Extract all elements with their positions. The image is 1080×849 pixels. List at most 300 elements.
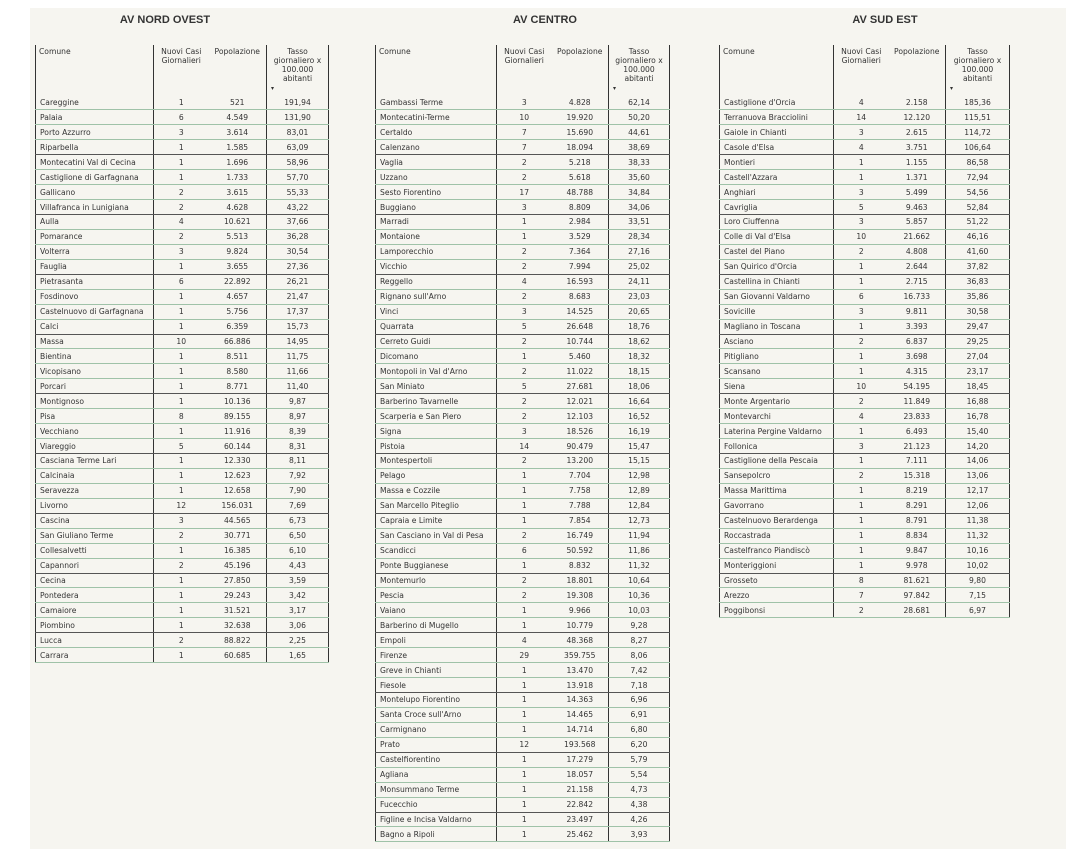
table-row (36, 468, 329, 483)
table-row (376, 618, 670, 633)
header-comune[interactable] (36, 45, 154, 95)
cell-comune: Cascina (36, 513, 154, 528)
table-row (376, 95, 670, 110)
cell-nuovi: 3 (834, 185, 889, 200)
cell-tasso: 8,06 (609, 648, 670, 663)
cell-comune: Pistoia (376, 439, 497, 454)
header-popolazione[interactable] (552, 45, 609, 95)
cell-comune: Villafranca in Lunigiana (36, 200, 154, 215)
cell-nuovi: 3 (497, 304, 552, 319)
cell-popolazione: 16.749 (552, 528, 609, 543)
cell-tasso: 10,16 (946, 543, 1010, 558)
cell-nuovi: 2 (154, 185, 209, 200)
cell-nuovi: 1 (834, 274, 889, 289)
cell-tasso: 10,36 (609, 588, 670, 603)
table-row (376, 573, 670, 588)
cell-popolazione: 3.698 (889, 349, 946, 364)
cell-comune: Fauglia (36, 259, 154, 274)
cell-nuovi: 1 (154, 468, 209, 483)
cell-nuovi: 1 (154, 379, 209, 394)
table-row (376, 215, 670, 230)
cell-nuovi: 8 (154, 409, 209, 424)
header-nuovi[interactable] (154, 45, 209, 95)
cell-comune: Rignano sull'Arno (376, 289, 497, 304)
cell-nuovi: 1 (497, 618, 552, 633)
cell-popolazione: 7.758 (552, 483, 609, 498)
cell-tasso: 3,17 (267, 603, 329, 618)
cell-comune: Pelago (376, 468, 497, 483)
cell-comune: Scandicci (376, 543, 497, 558)
cell-tasso: 10,02 (946, 558, 1010, 573)
cell-tasso: 5,54 (609, 767, 670, 782)
cell-nuovi: 1 (154, 588, 209, 603)
header-comune[interactable] (376, 45, 497, 95)
cell-tasso: 7,42 (609, 663, 670, 678)
cell-nuovi: 4 (497, 274, 552, 289)
table-row (36, 558, 329, 573)
cell-comune: Castelnuovo di Garfagnana (36, 304, 154, 319)
cell-comune: Vicopisano (36, 364, 154, 379)
table-row (720, 110, 1010, 125)
cell-tasso: 3,59 (267, 573, 329, 588)
cell-popolazione: 23.497 (552, 812, 609, 827)
header-nuovi-label: Nuovi Casi Giornalieri (841, 47, 882, 65)
table-row (376, 170, 670, 185)
cell-comune: Reggello (376, 274, 497, 289)
cell-popolazione: 1.733 (209, 170, 267, 185)
cell-popolazione: 21.662 (889, 229, 946, 244)
table-row (720, 573, 1010, 588)
cell-popolazione: 32.638 (209, 618, 267, 633)
cell-nuovi: 2 (834, 244, 889, 259)
cell-tasso: 30,54 (267, 244, 329, 259)
table-row (376, 110, 670, 125)
cell-popolazione: 10.621 (209, 215, 267, 230)
table-row (376, 528, 670, 543)
header-comune-label: Comune (723, 47, 755, 56)
cell-popolazione: 14.465 (552, 707, 609, 722)
cell-popolazione: 11.916 (209, 424, 267, 439)
cell-comune: Marradi (376, 215, 497, 230)
cell-nuovi: 1 (834, 364, 889, 379)
cell-nuovi: 1 (497, 513, 552, 528)
table-row (376, 468, 670, 483)
cell-tasso: 18,32 (609, 349, 670, 364)
cell-tasso: 12,06 (946, 498, 1010, 513)
cell-popolazione: 4.549 (209, 110, 267, 125)
cell-tasso: 12,17 (946, 483, 1010, 498)
cell-comune: Castiglione d'Orcia (720, 95, 834, 110)
cell-tasso: 6,96 (609, 693, 670, 708)
cell-tasso: 26,21 (267, 274, 329, 289)
cell-comune: Gallicano (36, 185, 154, 200)
table-row (36, 155, 329, 170)
table-row (376, 663, 670, 678)
cell-tasso: 131,90 (267, 110, 329, 125)
cell-tasso: 16,78 (946, 409, 1010, 424)
cell-tasso: 15,73 (267, 319, 329, 334)
header-comune-label: Comune (39, 47, 71, 56)
cell-popolazione: 14.714 (552, 722, 609, 737)
cell-comune: Aulla (36, 215, 154, 230)
cell-nuovi: 1 (497, 498, 552, 513)
cell-comune: Figline e Incisa Valdarno (376, 812, 497, 827)
section-title: AV NORD OVEST (119, 14, 211, 26)
cell-comune: Pitigliano (720, 349, 834, 364)
header-nuovi[interactable] (834, 45, 889, 95)
table-row (720, 603, 1010, 618)
table-row (36, 200, 329, 215)
cell-comune: Greve in Chianti (376, 663, 497, 678)
cell-popolazione: 27.681 (552, 379, 609, 394)
cell-nuovi: 2 (497, 394, 552, 409)
table-row (376, 707, 670, 722)
cell-popolazione: 3.529 (552, 229, 609, 244)
table-row (376, 244, 670, 259)
cell-nuovi: 2 (497, 259, 552, 274)
cell-popolazione: 5.460 (552, 349, 609, 364)
cell-comune: Buggiano (376, 200, 497, 215)
cell-tasso: 33,51 (609, 215, 670, 230)
cell-comune: Massa (36, 334, 154, 349)
cell-nuovi: 12 (497, 737, 552, 752)
cell-popolazione: 2.158 (889, 95, 946, 110)
header-tasso-label: Tasso giornaliero x 100.000 abitanti (615, 47, 663, 83)
cell-nuovi: 7 (834, 588, 889, 603)
cell-nuovi: 2 (834, 394, 889, 409)
cases-table (35, 45, 329, 663)
cell-tasso: 8,97 (267, 409, 329, 424)
header-nuovi-label: Nuovi Casi Giornalieri (504, 47, 545, 65)
cell-popolazione: 21.158 (552, 782, 609, 797)
table-row (376, 513, 670, 528)
cell-comune: Carrara (36, 648, 154, 663)
cell-popolazione: 26.648 (552, 319, 609, 334)
table-row (376, 200, 670, 215)
cell-nuovi: 3 (154, 244, 209, 259)
table-row (720, 170, 1010, 185)
cell-popolazione: 5.618 (552, 170, 609, 185)
table-row (376, 424, 670, 439)
table-row (720, 125, 1010, 140)
cell-nuovi: 2 (497, 244, 552, 259)
cell-popolazione: 5.857 (889, 215, 946, 230)
cell-nuovi: 1 (154, 424, 209, 439)
cell-tasso: 17,37 (267, 304, 329, 319)
cell-popolazione: 89.155 (209, 409, 267, 424)
cell-comune: Vicchio (376, 259, 497, 274)
cell-popolazione: 9.847 (889, 543, 946, 558)
cell-popolazione: 5.218 (552, 155, 609, 170)
header-tasso[interactable] (609, 45, 670, 95)
cell-popolazione: 45.196 (209, 558, 267, 573)
cell-comune: San Marcello Piteglio (376, 498, 497, 513)
cell-tasso: 9,87 (267, 394, 329, 409)
cell-tasso: 9,28 (609, 618, 670, 633)
table-row (376, 439, 670, 454)
cell-tasso: 27,36 (267, 259, 329, 274)
header-popolazione[interactable] (889, 45, 946, 95)
cell-nuovi: 1 (497, 349, 552, 364)
cell-tasso: 30,58 (946, 304, 1010, 319)
cell-tasso: 18,62 (609, 334, 670, 349)
cell-popolazione: 12.623 (209, 468, 267, 483)
cell-popolazione: 6.359 (209, 319, 267, 334)
cell-nuovi: 1 (497, 558, 552, 573)
cell-tasso: 9,80 (946, 573, 1010, 588)
cell-comune: Monteriggioni (720, 558, 834, 573)
cell-popolazione: 2.644 (889, 259, 946, 274)
cell-nuovi: 1 (834, 498, 889, 513)
cell-nuovi: 1 (154, 259, 209, 274)
cell-popolazione: 12.658 (209, 483, 267, 498)
cell-tasso: 29,25 (946, 334, 1010, 349)
cell-comune: Agliana (376, 767, 497, 782)
table-row (376, 334, 670, 349)
table-row (376, 797, 670, 812)
cell-tasso: 28,34 (609, 229, 670, 244)
cell-comune: Certaldo (376, 125, 497, 140)
table-row (376, 543, 670, 558)
cell-comune: Castiglione di Garfagnana (36, 170, 154, 185)
header-tasso[interactable] (267, 45, 329, 95)
cell-tasso: 11,66 (267, 364, 329, 379)
cell-popolazione: 18.057 (552, 767, 609, 782)
cell-comune: Laterina Pergine Valdarno (720, 424, 834, 439)
cell-nuovi: 1 (154, 95, 209, 110)
table-row (36, 170, 329, 185)
cell-popolazione: 5.513 (209, 229, 267, 244)
table-row (720, 424, 1010, 439)
cell-comune: Gambassi Terme (376, 95, 497, 110)
cell-comune: Castiglione della Pescaia (720, 454, 834, 469)
cell-comune: Camaiore (36, 603, 154, 618)
cell-comune: Montieri (720, 155, 834, 170)
cell-nuovi: 10 (834, 229, 889, 244)
cell-popolazione: 9.463 (889, 200, 946, 215)
cell-nuovi: 6 (154, 110, 209, 125)
cell-tasso: 8,39 (267, 424, 329, 439)
cell-tasso: 11,38 (946, 513, 1010, 528)
cell-nuovi: 3 (834, 215, 889, 230)
cell-nuovi: 14 (497, 439, 552, 454)
header-tasso[interactable] (946, 45, 1010, 95)
cell-nuovi: 1 (154, 648, 209, 663)
cell-comune: Casole d'Elsa (720, 140, 834, 155)
cell-nuovi: 3 (834, 125, 889, 140)
cell-popolazione: 18.094 (552, 140, 609, 155)
table-row (36, 364, 329, 379)
table-row (36, 454, 329, 469)
cell-tasso: 18,15 (609, 364, 670, 379)
cell-nuovi: 1 (497, 215, 552, 230)
table-row (376, 827, 670, 842)
cell-nuovi: 2 (834, 468, 889, 483)
table-row (36, 603, 329, 618)
cell-comune: Scarperia e San Piero (376, 409, 497, 424)
table-row (720, 498, 1010, 513)
cell-popolazione: 7.364 (552, 244, 609, 259)
cell-nuovi: 2 (154, 558, 209, 573)
cell-nuovi: 1 (497, 693, 552, 708)
cell-tasso: 12,98 (609, 468, 670, 483)
cell-tasso: 41,60 (946, 244, 1010, 259)
cell-comune: Porto Azzurro (36, 125, 154, 140)
cell-popolazione: 50.592 (552, 543, 609, 558)
table-row (720, 259, 1010, 274)
cell-popolazione: 22.842 (552, 797, 609, 812)
cell-comune: Carmignano (376, 722, 497, 737)
cell-nuovi: 1 (154, 603, 209, 618)
table-row (376, 648, 670, 663)
cell-tasso: 83,01 (267, 125, 329, 140)
cell-tasso: 6,97 (946, 603, 1010, 618)
cell-popolazione: 2.615 (889, 125, 946, 140)
cell-comune: Volterra (36, 244, 154, 259)
cell-comune: Empoli (376, 633, 497, 648)
cell-tasso: 16,52 (609, 409, 670, 424)
sort-desc-icon[interactable]: ▾ (613, 85, 617, 92)
cell-popolazione: 31.521 (209, 603, 267, 618)
table-row (720, 528, 1010, 543)
cell-popolazione: 521 (209, 95, 267, 110)
cell-comune: Castelnuovo Berardenga (720, 513, 834, 528)
table-row (376, 259, 670, 274)
cell-comune: Grosseto (720, 573, 834, 588)
cell-nuovi: 1 (834, 170, 889, 185)
cell-comune: San Giuliano Terme (36, 528, 154, 543)
cell-comune: Cerreto Guidi (376, 334, 497, 349)
cell-comune: Loro Ciuffenna (720, 215, 834, 230)
cell-nuovi: 2 (497, 528, 552, 543)
cell-popolazione: 1.696 (209, 155, 267, 170)
cell-nuovi: 2 (497, 409, 552, 424)
cell-comune: Casciana Terme Lari (36, 454, 154, 469)
cell-comune: Monte Argentario (720, 394, 834, 409)
table-row (720, 513, 1010, 528)
table-row (36, 648, 329, 663)
table-row (36, 379, 329, 394)
cell-tasso: 115,51 (946, 110, 1010, 125)
cell-tasso: 18,06 (609, 379, 670, 394)
cell-popolazione: 17.279 (552, 752, 609, 767)
cell-comune: Anghiari (720, 185, 834, 200)
table-row (720, 334, 1010, 349)
cell-comune: Fucecchio (376, 797, 497, 812)
cell-tasso: 16,88 (946, 394, 1010, 409)
table-row (376, 140, 670, 155)
cell-nuovi: 1 (154, 304, 209, 319)
cell-tasso: 16,64 (609, 394, 670, 409)
table-row (376, 693, 670, 708)
cell-nuovi: 1 (497, 678, 552, 693)
cell-comune: Sesto Fiorentino (376, 185, 497, 200)
table-row (36, 110, 329, 125)
cell-nuovi: 2 (497, 155, 552, 170)
cell-nuovi: 1 (154, 543, 209, 558)
section-title: AV CENTRO (513, 14, 577, 26)
table-row (376, 603, 670, 618)
cell-comune: Palaia (36, 110, 154, 125)
cell-comune: San Giovanni Valdarno (720, 289, 834, 304)
cell-tasso: 21,47 (267, 289, 329, 304)
cell-nuovi: 2 (497, 454, 552, 469)
cell-comune: Gavorrano (720, 498, 834, 513)
cell-popolazione: 4.628 (209, 200, 267, 215)
cell-comune: Collesalvetti (36, 543, 154, 558)
table-row (376, 558, 670, 573)
cell-nuovi: 2 (497, 334, 552, 349)
cell-popolazione: 18.526 (552, 424, 609, 439)
cell-nuovi: 2 (834, 334, 889, 349)
cell-tasso: 35,60 (609, 170, 670, 185)
cell-nuovi: 1 (154, 483, 209, 498)
cell-nuovi: 1 (497, 797, 552, 812)
cell-tasso: 72,94 (946, 170, 1010, 185)
table-row (36, 439, 329, 454)
cell-nuovi: 1 (154, 289, 209, 304)
cell-popolazione: 3.655 (209, 259, 267, 274)
cell-popolazione: 15.318 (889, 468, 946, 483)
table-row (36, 543, 329, 558)
cell-tasso: 36,28 (267, 229, 329, 244)
cell-nuovi: 3 (834, 439, 889, 454)
table-row (36, 215, 329, 230)
table-row (36, 125, 329, 140)
cell-popolazione: 48.788 (552, 185, 609, 200)
cell-tasso: 7,15 (946, 588, 1010, 603)
table-row (376, 274, 670, 289)
cell-nuovi: 8 (834, 573, 889, 588)
cell-comune: Vaglia (376, 155, 497, 170)
cell-nuovi: 2 (497, 573, 552, 588)
cell-tasso: 5,79 (609, 752, 670, 767)
cell-tasso: 11,32 (609, 558, 670, 573)
cell-popolazione: 9.811 (889, 304, 946, 319)
cell-tasso: 44,61 (609, 125, 670, 140)
cell-popolazione: 25.462 (552, 827, 609, 842)
cell-tasso: 11,32 (946, 528, 1010, 543)
cell-tasso: 38,69 (609, 140, 670, 155)
cell-comune: Montaione (376, 229, 497, 244)
header-popolazione[interactable] (209, 45, 267, 95)
cell-nuovi: 1 (154, 394, 209, 409)
cell-popolazione: 12.120 (889, 110, 946, 125)
cell-comune: Castell'Azzara (720, 170, 834, 185)
cell-tasso: 12,73 (609, 513, 670, 528)
cell-comune: Signa (376, 424, 497, 439)
table-row (36, 424, 329, 439)
sort-desc-icon[interactable]: ▾ (950, 85, 954, 92)
sort-desc-icon[interactable]: ▾ (271, 85, 275, 92)
cell-popolazione: 16.593 (552, 274, 609, 289)
cell-tasso: 191,94 (267, 95, 329, 110)
header-comune[interactable] (720, 45, 834, 95)
cell-comune: Careggine (36, 95, 154, 110)
table-row (720, 140, 1010, 155)
cell-nuovi: 1 (834, 543, 889, 558)
cell-comune: Quarrata (376, 319, 497, 334)
cell-popolazione: 8.580 (209, 364, 267, 379)
cell-nuovi: 5 (497, 319, 552, 334)
cell-popolazione: 81.621 (889, 573, 946, 588)
cell-tasso: 4,73 (609, 782, 670, 797)
cell-popolazione: 7.854 (552, 513, 609, 528)
header-nuovi[interactable] (497, 45, 552, 95)
table-row (720, 289, 1010, 304)
cell-popolazione: 3.751 (889, 140, 946, 155)
cell-nuovi: 1 (497, 752, 552, 767)
